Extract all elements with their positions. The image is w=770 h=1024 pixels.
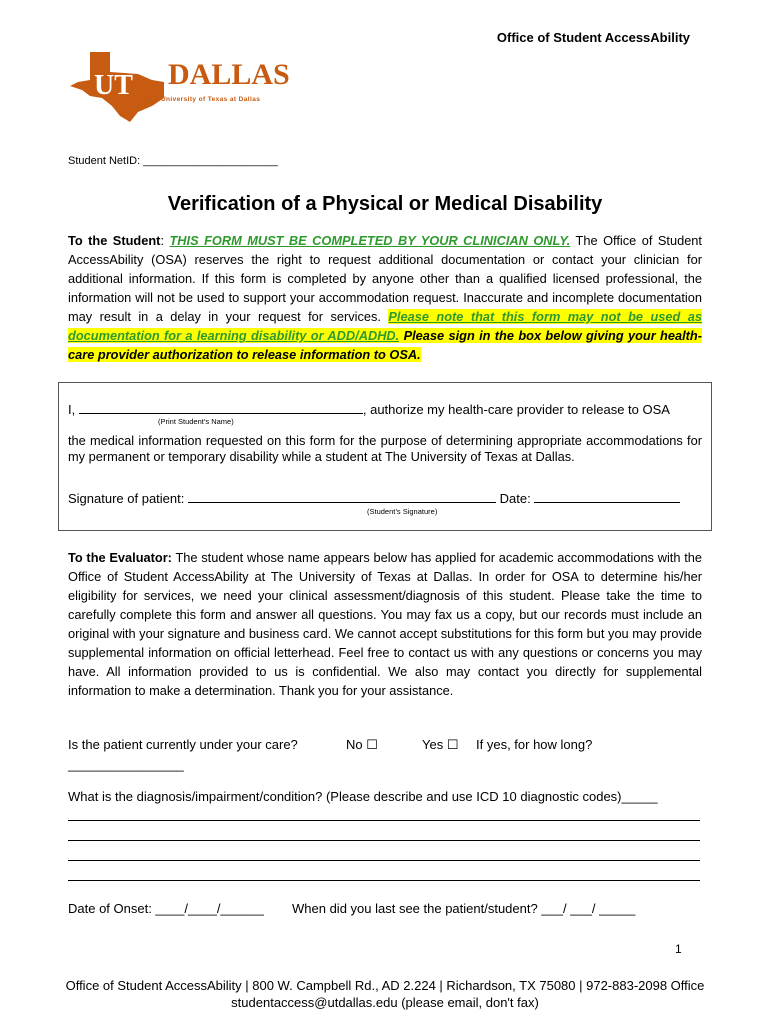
student-name-field[interactable] [79,401,363,414]
page-number: 1 [675,942,682,956]
signature-field[interactable] [188,490,496,503]
evaluator-body: The student whose name appears below has applied for academic accommodations with the Office of Student AccessAbility at The University of Texas at Dallas. In order for OSA to determine his/her eligibility for services, we need your clinical assessment/diagnosis of this student. Please take the time to carefully complete this form and answer all questions. You may fax us a copy, but our records must include an original with your signature and business card. We cannot accept substitutions for this form but you may provide supplemental information on official letterhead. Feel free to contact us with any questions or concerns you may have. All information provided to us is confidential. We also may contact you directly for supplemental information to make a determination. Thank you for your assistance. [68,550,702,698]
diagnosis-line[interactable] [68,860,700,861]
yes-checkbox[interactable]: Yes ☐ [422,737,459,752]
texas-shape-icon [68,50,178,125]
how-long-label: If yes, for how long? [476,737,593,752]
signature-line: Signature of patient: Date: [68,490,680,506]
date-field[interactable] [534,490,680,503]
under-care-question: Is the patient currently under your care? [68,737,298,752]
last-seen-field[interactable]: When did you last see the patient/student? ___/ ___/ _____ [292,901,636,916]
date-of-onset-field[interactable]: Date of Onset: ____/____/______ [68,901,264,916]
evaluator-instructions [68,548,702,700]
student-lead: To the Student [68,233,161,248]
diagnosis-line[interactable] [68,880,700,881]
logo-subtitle: The University of Texas at Dallas [146,96,261,103]
page-title: Verification of a Physical or Medical Disability [167,193,603,215]
no-checkbox[interactable]: No ☐ [346,737,378,752]
ut-dallas-logo [68,50,290,125]
clinician-only-warning: THIS FORM MUST BE COMPLETED BY YOUR CLINICIAN ONLY [169,233,567,248]
print-name-caption: (Print Student’s Name) [158,417,234,426]
release-text: the medical information requested on this form for the purpose of determining appropriate accommodations for my permanent or temporary disability while a student at The University of Texas at Dallas. [68,433,702,464]
ld-adhd-note: Please note that this form may not be used as documentation for a learning disability or ADD/ADHD. [68,309,703,343]
footer-address: Office of Student AccessAbility | 800 W. Campbell Rd., AD 2.224 | Richardson, TX 75080 | 972-883-2098 Office [65,978,705,993]
footer-email: studentaccess@utdallas.edu (please email, don't fax) [231,995,539,1010]
sign-box-note: Please sign in the box below giving your health-care provider authorization to release information to OSA. [68,328,702,362]
footer [0,977,770,1011]
student-instructions: To the Student: THIS FORM MUST BE COMPLETED BY YOUR CLINICIAN ONLY. The Office of Student AccessAbility (OSA) reserves the right to request additional documentation or contact your clinician for additional information. If this form is completed by anyone other than a qualified licensed professional, the information will not be used to support your accommodation request. Inaccurate and incomplete documentation may result in a delay in your request for services. Please note that this form may not be used as documentation for a learning disability or ADD/ADHD. Please sign in the box below giving your health-care provider authorization to release information to OSA. [68,233,703,362]
diagnosis-question: What is the diagnosis/impairment/condition? (Please describe and use ICD 10 diagnostic codes)_____ [68,789,658,804]
office-header: Office of Student AccessAbility [496,30,690,45]
signature-caption: (Student’s Signature) [367,507,438,516]
authorize-line: I, , authorize my health-care provider to release to OSA [68,402,670,417]
student-body: The Office of Student AccessAbility (OSA) reserves the right to request additional documentation or contact your clinician for additional information. If this form is completed by anyone other than a qualified licensed professional, the information will not be used to support your accommodation request. Inaccurate and incomplete documentation may result in a delay in your request for services. [68,233,702,324]
diagnosis-line[interactable] [68,820,700,821]
student-netid-field: Student NetID: ______________________ [68,155,278,167]
logo-wordmark: DALLAS [168,58,290,91]
diagnosis-line[interactable] [68,840,700,841]
how-long-field[interactable]: ________________ [68,757,184,772]
evaluator-lead: To the Evaluator: [68,550,172,565]
svg-text:UT: UT [94,70,133,101]
